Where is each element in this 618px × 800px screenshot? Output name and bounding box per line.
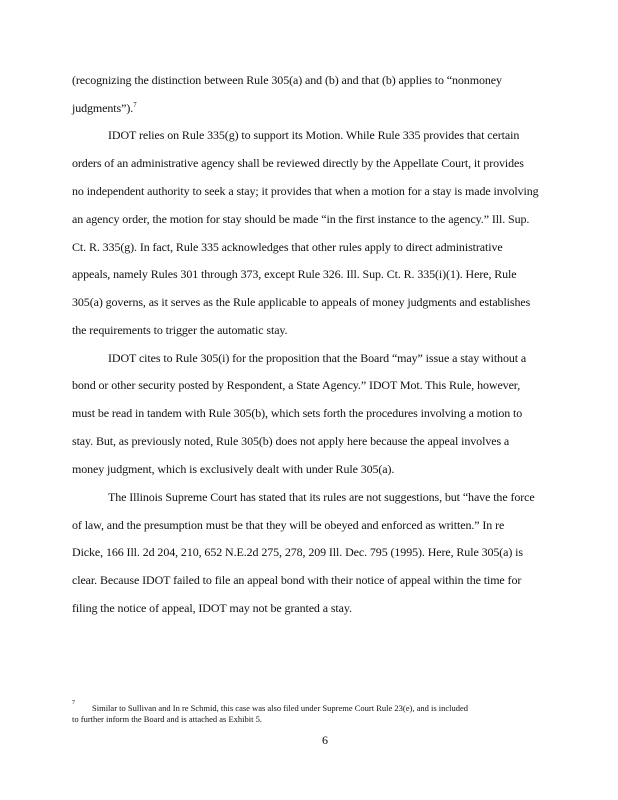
paragraph-line: IDOT cites to Rule 305(i) for the proposition that the Board “may” issue a stay without a [108, 351, 527, 365]
paragraph-line: of law, and the presumption must be that they will be obeyed and enforced as written.” In re [72, 518, 505, 532]
paragraph-line: 305(a) governs, as it serves as the Rule applicable to appeals of money judgments and establishes [72, 295, 531, 309]
paragraph-line: filing the notice of appeal, IDOT may not be granted a stay. [72, 601, 352, 615]
footnote-line: Similar to Sullivan and In re Schmid, this case was also filed under Supreme Court Rule 23(e), and is included [92, 703, 469, 713]
footnote-reference: 7 [133, 101, 137, 109]
paragraph-line: the requirements to trigger the automatic stay. [72, 323, 288, 337]
paragraph-line: money judgment, which is exclusively dealt with under Rule 305(a). [72, 462, 395, 476]
paragraph-text: judgments”). [72, 101, 134, 115]
paragraph-line: an agency order, the motion for stay should be made “in the first instance to the agency.” Ill. Sup. [72, 212, 530, 226]
paragraph-line: Ct. R. 335(g). In fact, Rule 335 acknowledges that other rules apply to direct administrative [72, 240, 503, 254]
paragraph-line [72, 101, 582, 115]
page-number: 6 [322, 733, 328, 747]
paragraph-line: (recognizing the distinction between Rule 305(a) and (b) and that (b) applies to “nonmoney [72, 73, 502, 87]
paragraph-line: bond or other security posted by Respondent, a State Agency.” IDOT Mot. This Rule, however, [72, 378, 521, 392]
paragraph-line: stay. But, as previously noted, Rule 305(b) does not apply here because the appeal involves a [72, 434, 510, 448]
paragraph-line: orders of an administrative agency shall be reviewed directly by the Appellate Court, it provides [72, 156, 524, 170]
paragraph-line: appeals, namely Rules 301 through 373, except Rule 326. Ill. Sup. Ct. R. 335(i)(1). Here, Rule [72, 267, 517, 281]
footnote-marker: 7 [72, 700, 75, 706]
paragraph-line: no independent authority to seek a stay; it provides that when a motion for a stay is made involving [72, 184, 539, 198]
paragraph-line: clear. Because IDOT failed to file an appeal bond with their notice of appeal within the time for [72, 573, 522, 587]
paragraph-line: must be read in tandem with Rule 305(b), which sets forth the procedures involving a motion to [72, 406, 523, 420]
paragraph-line: IDOT relies on Rule 335(g) to support its Motion. While Rule 335 provides that certain [108, 128, 520, 142]
paragraph-line: The Illinois Supreme Court has stated that its rules are not suggestions, but “have the force [108, 490, 535, 504]
paragraph-line: Dicke, 166 Ill. 2d 204, 210, 652 N.E.2d 275, 278, 209 Ill. Dec. 795 (1995). Here, Rule 305(a) is [72, 545, 523, 559]
footnote-line: to further inform the Board and is attached as Exhibit 5. [72, 714, 263, 724]
